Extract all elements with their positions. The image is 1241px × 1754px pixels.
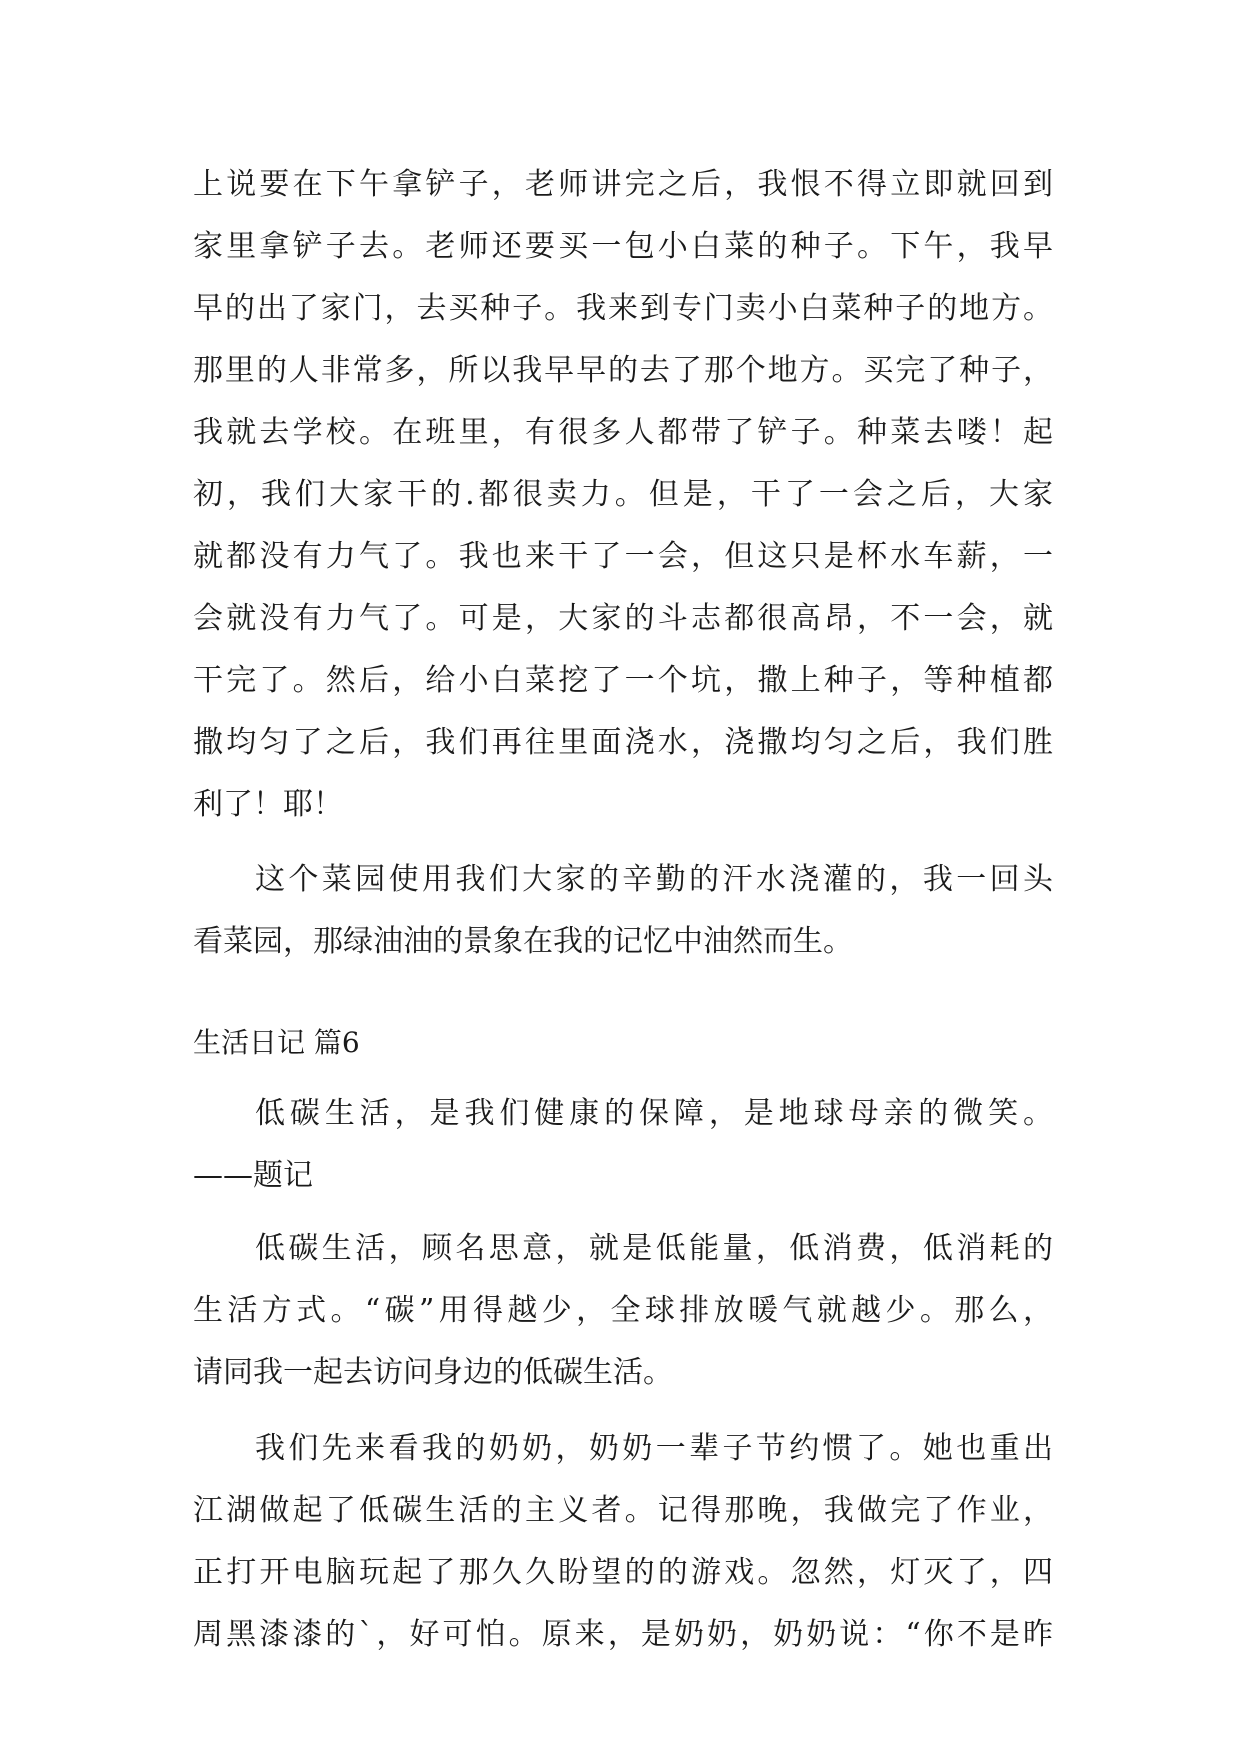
- text-line: 看菜园，那绿油油的景象在我的记忆中油然而生。: [193, 924, 853, 959]
- text-line: 我就去学校。在班里，有很多人都带了铲子。种菜去喽！起: [193, 415, 1053, 450]
- text-line: 利了！耶！: [193, 787, 343, 822]
- text-line: 就都没有力气了。我也来干了一会，但这只是杯水车薪，一: [193, 539, 1053, 574]
- text-line: 早的出了家门，去买种子。我来到专门卖小白菜种子的地方。: [193, 291, 1053, 326]
- section-heading: 生活日记 篇6: [193, 1026, 360, 1059]
- text-line: 那里的人非常多，所以我早早的去了那个地方。买完了种子，: [193, 353, 1053, 388]
- text-line: 初，我们大家干的.都很卖力。但是，干了一会之后，大家: [193, 477, 1053, 512]
- text-line: 干完了。然后，给小白菜挖了一个坑，撒上种子，等种植都: [193, 663, 1053, 698]
- text-line: 上说要在下午拿铲子，老师讲完之后，我恨不得立即就回到: [193, 167, 1053, 202]
- text-line: 会就没有力气了。可是，大家的斗志都很高昂，不一会，就: [193, 601, 1053, 636]
- text-line: 生活方式。“碳”用得越少，全球排放暖气就越少。那么，: [193, 1293, 1053, 1328]
- text-line: 撒均匀了之后，我们再往里面浇水，浇撒均匀之后，我们胜: [193, 725, 1053, 760]
- text-line: 我们先来看我的奶奶，奶奶一辈子节约惯了。她也重出: [255, 1431, 1053, 1466]
- text-line: ——题记: [193, 1158, 313, 1193]
- text-line: 正打开电脑玩起了那久久盼望的的游戏。忽然，灯灭了，四: [193, 1555, 1053, 1590]
- text-line: 周黑漆漆的`，好可怕。原来，是奶奶，奶奶说：“你不是昨: [193, 1617, 1053, 1652]
- text-line: 请同我一起去访问身边的低碳生活。: [193, 1355, 673, 1390]
- text-line: 低碳生活，顾名思意，就是低能量，低消费，低消耗的: [255, 1231, 1053, 1266]
- text-line: 江湖做起了低碳生活的主义者。记得那晚，我做完了作业，: [193, 1493, 1053, 1528]
- text-line: 这个菜园使用我们大家的辛勤的汗水浇灌的，我一回头: [255, 862, 1053, 897]
- text-line: 低碳生活，是我们健康的保障，是地球母亲的微笑。: [255, 1096, 1053, 1131]
- text-line: 家里拿铲子去。老师还要买一包小白菜的种子。下午，我早: [193, 229, 1053, 264]
